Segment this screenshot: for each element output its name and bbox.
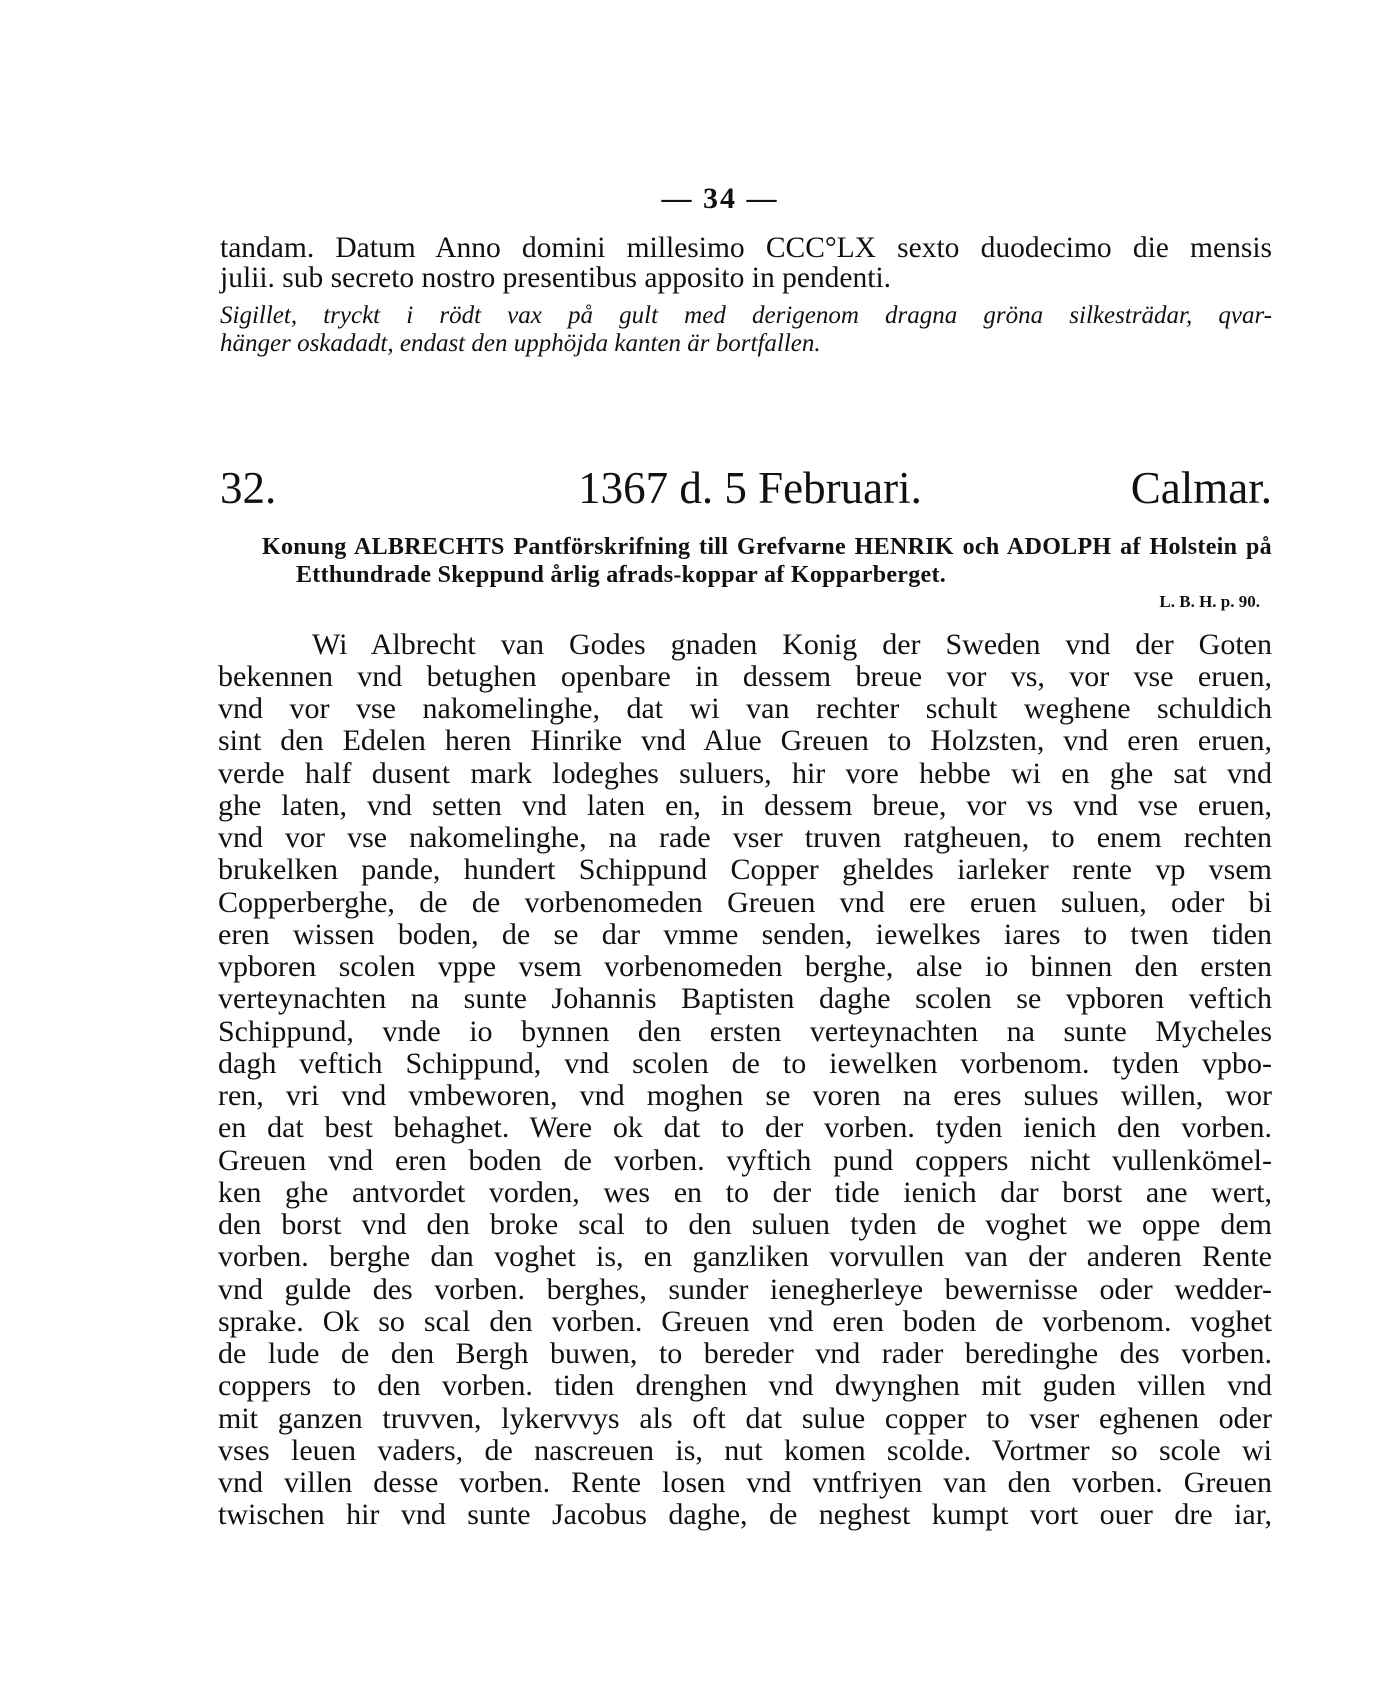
body-line: Schippund, vnde io bynnen den ersten verteynachten na sunte Mycheles: [218, 1015, 1272, 1048]
body-line: verteynachten na sunte Johannis Baptisten daghe scolen se vpboren veftich: [218, 982, 1272, 1015]
body-line: vpboren scolen vppe vsem vorbenomeden berghe, alse io binnen den ersten: [218, 950, 1272, 983]
source-reference: L. B. H. p. 90.: [1159, 592, 1260, 611]
body-line: ken ghe antvordet vorden, wes en to der tide ienich dar borst ane wert,: [218, 1176, 1272, 1209]
document-date: 1367 d. 5 Februari.: [578, 463, 922, 513]
body-line: verde half dusent mark lodeghes suluers, hir vore hebbe wi en ghe sat vnd: [218, 757, 1272, 790]
continuation-line-2: julii. sub secreto nostro presentibus apposito in pendenti.: [220, 262, 892, 294]
page-number: — 34 —: [661, 182, 779, 215]
document-number: 32.: [220, 463, 277, 513]
body-line: vnd vor vse nakomelinghe, dat wi van rechter schult weghene schuldich: [218, 692, 1272, 725]
body-line: Wi Albrecht van Godes gnaden Konig der Sweden vnd der Goten: [312, 628, 1272, 661]
body-line: bekennen vnd betughen openbare in dessem breue vor vs, vor vse eruen,: [218, 660, 1272, 693]
body-line: vorben. berghe dan voghet is, en ganzliken vorvullen van der anderen Rente: [218, 1240, 1272, 1273]
body-line: Greuen vnd eren boden de vorben. vyftich pund coppers nicht vullenkömel-: [218, 1144, 1272, 1177]
seal-note-line-1: Sigillet, tryckt i rödt vax på gult med derigenom dragna gröna silkesträdar, qvar-: [220, 302, 1272, 329]
body-line: coppers to den vorben. tiden drenghen vnd dwynghen mit guden villen vnd: [218, 1369, 1272, 1402]
summary-line-1: Konung ALBRECHTS Pantförskrifning till Grefvarne HENRIK och ADOLPH af Holstein på: [262, 534, 1272, 560]
body-line: en dat best behaghet. Were ok dat to der vorben. tyden ienich den vorben.: [218, 1111, 1272, 1144]
body-line: ren, vri vnd vmbeworen, vnd moghen se voren na eres sulues willen, wor: [218, 1079, 1272, 1112]
body-line: twischen hir vnd sunte Jacobus daghe, de neghest kumpt vort ouer dre iar,: [218, 1498, 1272, 1531]
body-line: vnd villen desse vorben. Rente losen vnd vntfriyen van den vorben. Greuen: [218, 1466, 1272, 1499]
body-line: vnd gulde des vorben. berghes, sunder ienegherleye bewernisse oder wedder-: [218, 1273, 1272, 1306]
document-place: Calmar.: [1130, 463, 1272, 513]
continuation-line-1: tandam. Datum Anno domini millesimo CCC°LX sexto duodecimo die mensis: [220, 232, 1272, 264]
summary-line-2: Etthundrade Skeppund årlig afrads-koppar af Kopparberget.: [296, 562, 947, 588]
body-line: vses leuen vaders, de nascreuen is, nut komen scolde. Vortmer so scole wi: [218, 1434, 1272, 1467]
body-line: vnd vor vse nakomelinghe, na rade vser truven ratgheuen, to enem rechten: [218, 821, 1272, 854]
document-header: [220, 462, 1272, 512]
seal-note-line-2: hänger oskadadt, endast den upphöjda kanten är bortfallen.: [220, 330, 821, 357]
body-line: eren wissen boden, de se dar vmme senden, iewelkes iares to twen tiden: [218, 918, 1272, 951]
body-line: sint den Edelen heren Hinrike vnd Alue Greuen to Holzsten, vnd eren eruen,: [218, 724, 1272, 757]
body-line: sprake. Ok so scal den vorben. Greuen vnd eren boden de vorbenom. voghet: [218, 1305, 1272, 1338]
body-line: Copperberghe, de de vorbenomeden Greuen vnd ere eruen suluen, oder bi: [218, 886, 1272, 919]
body-line: de lude de den Bergh buwen, to bereder vnd rader beredinghe des vorben.: [218, 1337, 1272, 1370]
body-line: mit ganzen truvven, lykervvys als oft dat sulue copper to vser eghenen oder: [218, 1402, 1272, 1435]
body-line: ghe laten, vnd setten vnd laten en, in dessem breue, vor vs vnd vse eruen,: [218, 789, 1272, 822]
body-line: den borst vnd den broke scal to den suluen tyden de voghet we oppe dem: [218, 1208, 1272, 1241]
body-line: dagh veftich Schippund, vnd scolen de to iewelken vorbenom. tyden vpbo-: [218, 1047, 1272, 1080]
body-line: brukelken pande, hundert Schippund Copper gheldes iarleker rente vp vsem: [218, 853, 1272, 886]
